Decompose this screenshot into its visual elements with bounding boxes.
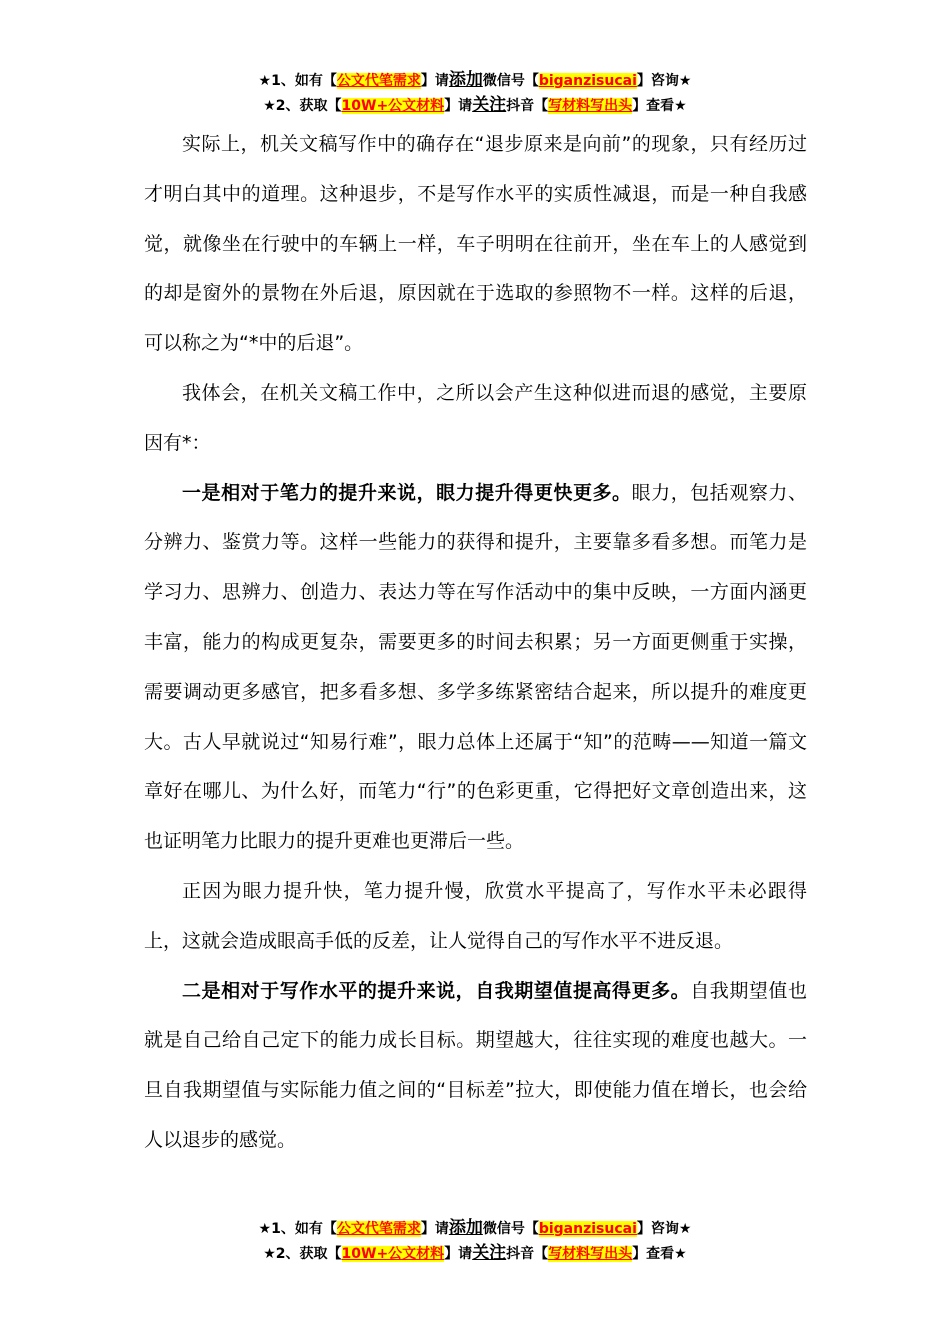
- promo-line-2: ★2、获取【10W+公文材料】请关注抖音【写材料写出头】查看★: [263, 95, 687, 115]
- promo-line-2: ★2、获取【10W+公文材料】请关注抖音【写材料写出头】查看★: [263, 1243, 687, 1263]
- paragraph-5: 二是相对于写作水平的提升来说，自我期望值提高得更多。自我期望值也就是自己给自己定下的能力成长目标。期望越大，往往实现的难度也越大。一旦自我期望值与实际能力值之间的“目标差”拉大，即使能力值在增长，也会给人以退步的感觉。: [144, 979, 807, 1151]
- paragraph-heading: 一是相对于笔力的提升来说，眼力提升得更快更多。: [182, 481, 632, 504]
- promo-banner-top: [0, 68, 950, 118]
- highlight-wechat-id: biganzisucai: [538, 73, 637, 89]
- highlight-service: 公文代笔需求: [336, 73, 421, 89]
- highlight-douyin-account: 写材料写出头: [548, 98, 633, 114]
- document-body: [144, 120, 807, 1166]
- paragraph-4: 正因为眼力提升快，笔力提升慢，欣赏水平提高了，写作水平未必跟得上，这就会造成眼高手低的反差，让人觉得自己的写作水平不进反退。: [144, 879, 807, 952]
- highlight-wechat-id: biganzisucai: [538, 1221, 637, 1237]
- promo-banner-bottom: [0, 1216, 950, 1266]
- highlight-douyin-account: 写材料写出头: [548, 1246, 633, 1262]
- paragraph-3: 一是相对于笔力的提升来说，眼力提升得更快更多。眼力，包括观察力、分辨力、鉴赏力等。这样一些能力的获得和提升，主要靠多看多想。而笔力是学习力、思辨力、创造力、表达力等在写作活动中的集中反映，一方面内涵更丰富，能力的构成更复杂，需要更多的时间去积累；另一方面更侧重于实操，需要调动更多感官，把多看多想、多学多练紧密结合起来，所以提升的难度更大。古人早就说过“知易行难”，眼力总体上还属于“知”的范畴——知道一篇文章好在哪儿、为什么好，而笔力“行”的色彩更重，它得把好文章创造出来，这也证明笔力比眼力的提升更难也更滞后一些。: [144, 481, 807, 853]
- promo-line-1: ★1、如有【公文代笔需求】请添加微信号【biganzisucai】咨询★: [258, 70, 692, 90]
- highlight-materials: 10W+公文材料: [341, 98, 445, 114]
- highlight-materials: 10W+公文材料: [341, 1246, 445, 1262]
- paragraph-1: 实际上，机关文稿写作中的确存在“退步原来是向前”的现象，只有经历过才明白其中的道理。这种退步，不是写作水平的实质性减退，而是一种自我感觉，就像坐在行驶中的车辆上一样，车子明明在往前开，坐在车上的人感觉到的却是窗外的景物在外后退，原因就在于选取的参照物不一样。这样的后退，可以称之为“*中的后退”。: [144, 133, 807, 355]
- highlight-service: 公文代笔需求: [336, 1221, 421, 1237]
- paragraph-heading: 二是相对于写作水平的提升来说，自我期望值提高得更多。: [182, 979, 691, 1002]
- paragraph-2: 我体会，在机关文稿工作中，之所以会产生这种似进而退的感觉，主要原因有*：: [144, 381, 807, 454]
- promo-line-1: ★1、如有【公文代笔需求】请添加微信号【biganzisucai】咨询★: [258, 1218, 692, 1238]
